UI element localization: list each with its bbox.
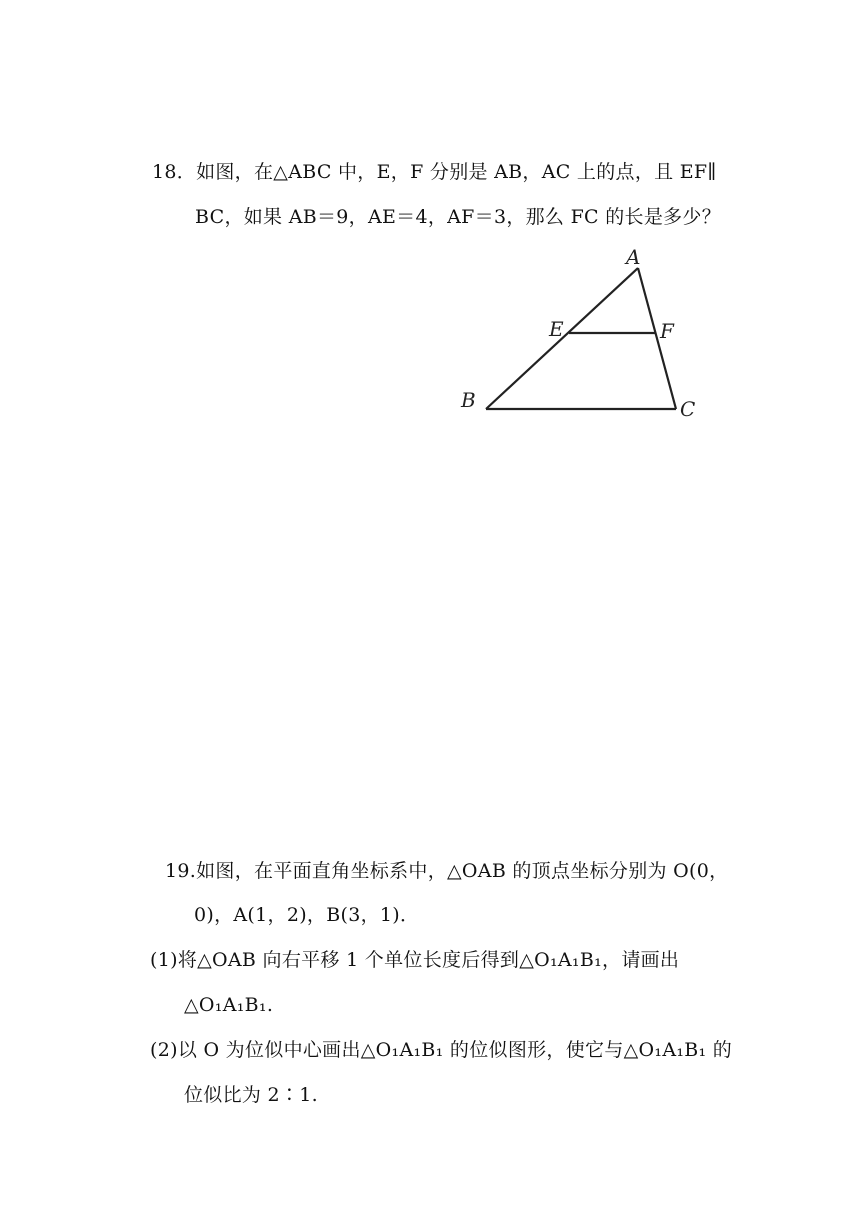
triangle-diagram [455, 244, 715, 429]
q19-text-line-2: 0)，A(1，2)，B(3，1)． [194, 904, 420, 926]
q19-part-1-line-2: △O₁A₁B₁. [184, 994, 274, 1016]
label-c: C [680, 397, 696, 421]
q19-text-line-1: 19.如图，在平面直角坐标系中，△OAB 的顶点坐标分别为 O(0， [165, 860, 729, 882]
q18-text-line-2: BC，如果 AB＝9，AE＝4，AF＝3，那么 FC 的长是多少？ [195, 206, 722, 228]
q18-text-line-1: 18．如图，在△ABC 中，E，F 分别是 AB，AC 上的点，且 EF∥ [152, 161, 717, 183]
q19-part-2-line-2: 位似比为 2∶1. [184, 1084, 318, 1106]
q19-part-2-line-1: (2)以 O 为位似中心画出△O₁A₁B₁ 的位似图形，使它与△O₁A₁B₁ 的 [150, 1039, 733, 1061]
label-a: A [626, 245, 641, 269]
triangle-figure [455, 244, 715, 429]
label-b: B [461, 388, 476, 412]
label-f: F [660, 319, 674, 343]
q19-part-1-line-1: (1)将△OAB 向右平移 1 个单位长度后得到△O₁A₁B₁，请画出 [150, 949, 680, 971]
label-e: E [549, 317, 564, 341]
